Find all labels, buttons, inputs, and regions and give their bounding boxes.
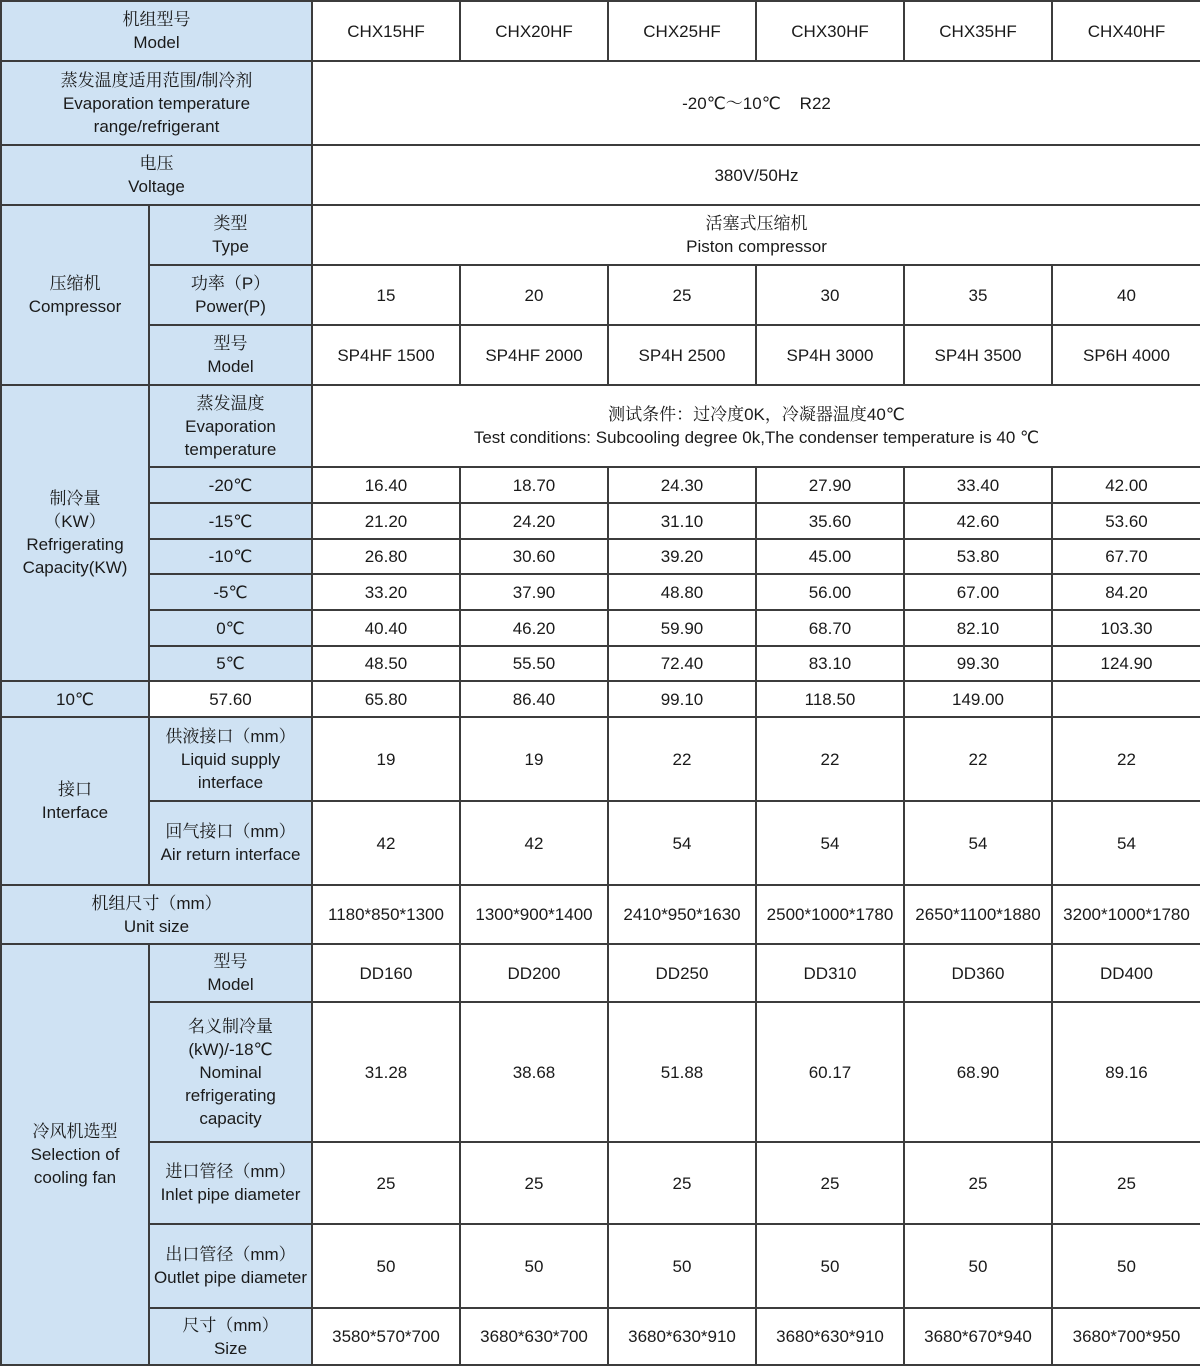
capacity-cell: 24.30 — [608, 467, 756, 503]
capacity-cell: 45.00 — [756, 539, 904, 574]
capacity-cell: 56.00 — [756, 574, 904, 610]
air-return-cell: 42 — [312, 801, 460, 885]
outlet-pipe-cell: 50 — [1052, 1224, 1200, 1308]
fan-size-cell: 3680*630*700 — [460, 1308, 608, 1365]
air-return-cell: 54 — [756, 801, 904, 885]
fan-size-cell: 3680*630*910 — [608, 1308, 756, 1365]
inlet-pipe-cell: 25 — [460, 1142, 608, 1224]
comp-power-cell: 15 — [312, 265, 460, 325]
capacity-temp-label: -10℃ — [149, 539, 312, 574]
capacity-temp-label: 5℃ — [149, 646, 312, 681]
capacity-cell: 149.00 — [904, 681, 1052, 717]
capacity-cell: 33.20 — [312, 574, 460, 610]
outlet-pipe-cell: 50 — [756, 1224, 904, 1308]
capacity-cell: 82.10 — [904, 610, 1052, 646]
liquid-supply-cell: 22 — [608, 717, 756, 801]
capacity-cell: 27.90 — [756, 467, 904, 503]
capacity-cell: 48.80 — [608, 574, 756, 610]
comp-model-label: 型号 Model — [149, 325, 312, 385]
inlet-pipe-cell: 25 — [608, 1142, 756, 1224]
fan-model-cell: DD360 — [904, 944, 1052, 1002]
liquid-supply-row — [1, 717, 1200, 801]
fan-size-row — [1, 1308, 1200, 1365]
comp-model-cell: SP4HF 1500 — [312, 325, 460, 385]
outlet-pipe-cell: 50 — [904, 1224, 1052, 1308]
capacity-row — [1, 467, 1200, 503]
comp-power-label: 功率（P） Power(P) — [149, 265, 312, 325]
liquid-supply-cell: 19 — [312, 717, 460, 801]
capacity-cell: 99.30 — [904, 646, 1052, 681]
capacity-cell: 67.70 — [1052, 539, 1200, 574]
fan-model-cell: DD200 — [460, 944, 608, 1002]
comp-power-cell: 35 — [904, 265, 1052, 325]
inlet-pipe-cell: 25 — [756, 1142, 904, 1224]
capacity-cell: 37.90 — [460, 574, 608, 610]
capacity-cell: 46.20 — [460, 610, 608, 646]
voltage-label: 电压 Voltage — [1, 145, 312, 205]
comp-model-cell: SP4H 3500 — [904, 325, 1052, 385]
model-cell: CHX35HF — [904, 1, 1052, 61]
fan-model-cell: DD250 — [608, 944, 756, 1002]
capacity-cell: 31.10 — [608, 503, 756, 539]
capacity-row — [1, 539, 1200, 574]
capacity-temp-label: -20℃ — [149, 467, 312, 503]
cooling-fan-group-label: 冷风机选型 Selection of cooling fan — [1, 944, 149, 1365]
fan-model-cell: DD400 — [1052, 944, 1200, 1002]
model-row — [1, 1, 1200, 61]
capacity-cell: 59.90 — [608, 610, 756, 646]
nominal-capacity-cell: 89.16 — [1052, 1002, 1200, 1142]
unit-size-cell: 2500*1000*1780 — [756, 885, 904, 944]
capacity-cell: 48.50 — [312, 646, 460, 681]
evap-range-value: -20℃～10℃ R22 — [312, 61, 1200, 145]
voltage-row — [1, 145, 1200, 205]
capacity-temp-label: -15℃ — [149, 503, 312, 539]
capacity-cell: 55.50 — [460, 646, 608, 681]
comp-power-cell: 25 — [608, 265, 756, 325]
unit-size-cell: 1300*900*1400 — [460, 885, 608, 944]
liquid-supply-cell: 22 — [904, 717, 1052, 801]
capacity-temp-label: 0℃ — [149, 610, 312, 646]
capacity-cell: 42.00 — [1052, 467, 1200, 503]
capacity-cell: 24.20 — [460, 503, 608, 539]
capacity-cell: 30.60 — [460, 539, 608, 574]
compressor-group-label: 压缩机 Compressor — [1, 205, 149, 385]
compressor-power-row — [1, 265, 1200, 325]
fan-model-row — [1, 944, 1200, 1002]
liquid-supply-cell: 22 — [756, 717, 904, 801]
model-label: 机组型号 Model — [1, 1, 312, 61]
capacity-row — [1, 503, 1200, 539]
evap-range-label: 蒸发温度适用范围/制冷剂 Evaporation temperature range/refrigerant — [1, 61, 312, 145]
liquid-supply-cell: 19 — [460, 717, 608, 801]
capacity-cell: 33.40 — [904, 467, 1052, 503]
fan-size-label: 尺寸（mm） Size — [149, 1308, 312, 1365]
capacity-cell: 53.60 — [1052, 503, 1200, 539]
capacity-cell: 35.60 — [756, 503, 904, 539]
evap-temp-row — [1, 385, 1200, 467]
comp-model-cell: SP4HF 2000 — [460, 325, 608, 385]
fan-size-cell: 3680*700*950 — [1052, 1308, 1200, 1365]
nominal-capacity-label: 名义制冷量(kW)/-18℃ Nominal refrigerating capacity — [149, 1002, 312, 1142]
capacity-cell: 118.50 — [756, 681, 904, 717]
fan-size-cell: 3680*630*910 — [756, 1308, 904, 1365]
voltage-value: 380V/50Hz — [312, 145, 1200, 205]
liquid-supply-cell: 22 — [1052, 717, 1200, 801]
capacity-cell: 21.20 — [312, 503, 460, 539]
air-return-label: 回气接口（mm） Air return interface — [149, 801, 312, 885]
nominal-capacity-cell: 51.88 — [608, 1002, 756, 1142]
comp-model-cell: SP4H 3000 — [756, 325, 904, 385]
comp-type-value: 活塞式压缩机 Piston compressor — [312, 205, 1200, 265]
capacity-cell: 18.70 — [460, 467, 608, 503]
model-cell: CHX30HF — [756, 1, 904, 61]
nominal-capacity-row — [1, 1002, 1200, 1142]
nominal-capacity-cell: 31.28 — [312, 1002, 460, 1142]
outlet-pipe-row — [1, 1224, 1200, 1308]
capacity-cell: 16.40 — [312, 467, 460, 503]
fan-size-cell: 3580*570*700 — [312, 1308, 460, 1365]
evap-range-row — [1, 61, 1200, 145]
capacity-cell: 68.70 — [756, 610, 904, 646]
capacity-cell: 124.90 — [1052, 646, 1200, 681]
capacity-cell: 53.80 — [904, 539, 1052, 574]
capacity-cell: 103.30 — [1052, 610, 1200, 646]
unit-size-cell: 2650*1100*1880 — [904, 885, 1052, 944]
capacity-cell: 99.10 — [608, 681, 756, 717]
liquid-supply-label: 供液接口（mm） Liquid supply interface — [149, 717, 312, 801]
outlet-pipe-cell: 50 — [312, 1224, 460, 1308]
inlet-pipe-cell: 25 — [904, 1142, 1052, 1224]
capacity-cell: 57.60 — [149, 681, 312, 717]
fan-model-label: 型号 Model — [149, 944, 312, 1002]
capacity-cell: 65.80 — [312, 681, 460, 717]
outlet-pipe-cell: 50 — [608, 1224, 756, 1308]
nominal-capacity-cell: 38.68 — [460, 1002, 608, 1142]
comp-model-cell: SP4H 2500 — [608, 325, 756, 385]
inlet-pipe-row — [1, 1142, 1200, 1224]
air-return-cell: 54 — [904, 801, 1052, 885]
comp-power-cell: 30 — [756, 265, 904, 325]
comp-model-cell: SP6H 4000 — [1052, 325, 1200, 385]
inlet-pipe-cell: 25 — [312, 1142, 460, 1224]
outlet-pipe-label: 出口管径（mm） Outlet pipe diameter — [149, 1224, 312, 1308]
capacity-cell: 40.40 — [312, 610, 460, 646]
capacity-cell: 42.60 — [904, 503, 1052, 539]
unit-size-cell: 3200*1000*1780 — [1052, 885, 1200, 944]
capacity-cell: 83.10 — [756, 646, 904, 681]
fan-model-cell: DD310 — [756, 944, 904, 1002]
inlet-pipe-label: 进口管径（mm） Inlet pipe diameter — [149, 1142, 312, 1224]
inlet-pipe-cell: 25 — [1052, 1142, 1200, 1224]
unit-size-cell: 1180*850*1300 — [312, 885, 460, 944]
capacity-row — [1, 574, 1200, 610]
test-conditions: 测试条件：过冷度0K，冷凝器温度40℃ Test conditions: Subcooling degree 0k,The condenser temperature is 40 ℃ — [312, 385, 1200, 467]
capacity-cell: 67.00 — [904, 574, 1052, 610]
fan-size-cell: 3680*670*940 — [904, 1308, 1052, 1365]
nominal-capacity-cell: 60.17 — [756, 1002, 904, 1142]
capacity-cell: 72.40 — [608, 646, 756, 681]
comp-type-label: 类型 Type — [149, 205, 312, 265]
model-cell: CHX15HF — [312, 1, 460, 61]
evap-temp-label: 蒸发温度 Evaporation temperature — [149, 385, 312, 467]
unit-size-cell: 2410*950*1630 — [608, 885, 756, 944]
capacity-cell: 84.20 — [1052, 574, 1200, 610]
air-return-row — [1, 801, 1200, 885]
model-cell: CHX20HF — [460, 1, 608, 61]
compressor-type-row — [1, 205, 1200, 265]
model-cell: CHX40HF — [1052, 1, 1200, 61]
capacity-row — [1, 646, 1200, 681]
comp-power-cell: 40 — [1052, 265, 1200, 325]
capacity-cell: 26.80 — [312, 539, 460, 574]
outlet-pipe-cell: 50 — [460, 1224, 608, 1308]
air-return-cell: 54 — [1052, 801, 1200, 885]
air-return-cell: 54 — [608, 801, 756, 885]
air-return-cell: 42 — [460, 801, 608, 885]
fan-model-cell: DD160 — [312, 944, 460, 1002]
capacity-temp-label: -5℃ — [149, 574, 312, 610]
capacity-cell: 86.40 — [460, 681, 608, 717]
capacity-cell: 39.20 — [608, 539, 756, 574]
capacity-temp-label: 10℃ — [1, 681, 149, 717]
capacity-row — [1, 610, 1200, 646]
model-cell: CHX25HF — [608, 1, 756, 61]
nominal-capacity-cell: 68.90 — [904, 1002, 1052, 1142]
comp-power-cell: 20 — [460, 265, 608, 325]
refrig-capacity-label: 制冷量 （KW） Refrigerating Capacity(KW) — [1, 385, 149, 681]
unit-size-row — [1, 885, 1200, 944]
interface-group-label: 接口 Interface — [1, 717, 149, 885]
unit-size-label: 机组尺寸（mm） Unit size — [1, 885, 312, 944]
compressor-model-row — [1, 325, 1200, 385]
capacity-row — [1, 681, 1200, 717]
